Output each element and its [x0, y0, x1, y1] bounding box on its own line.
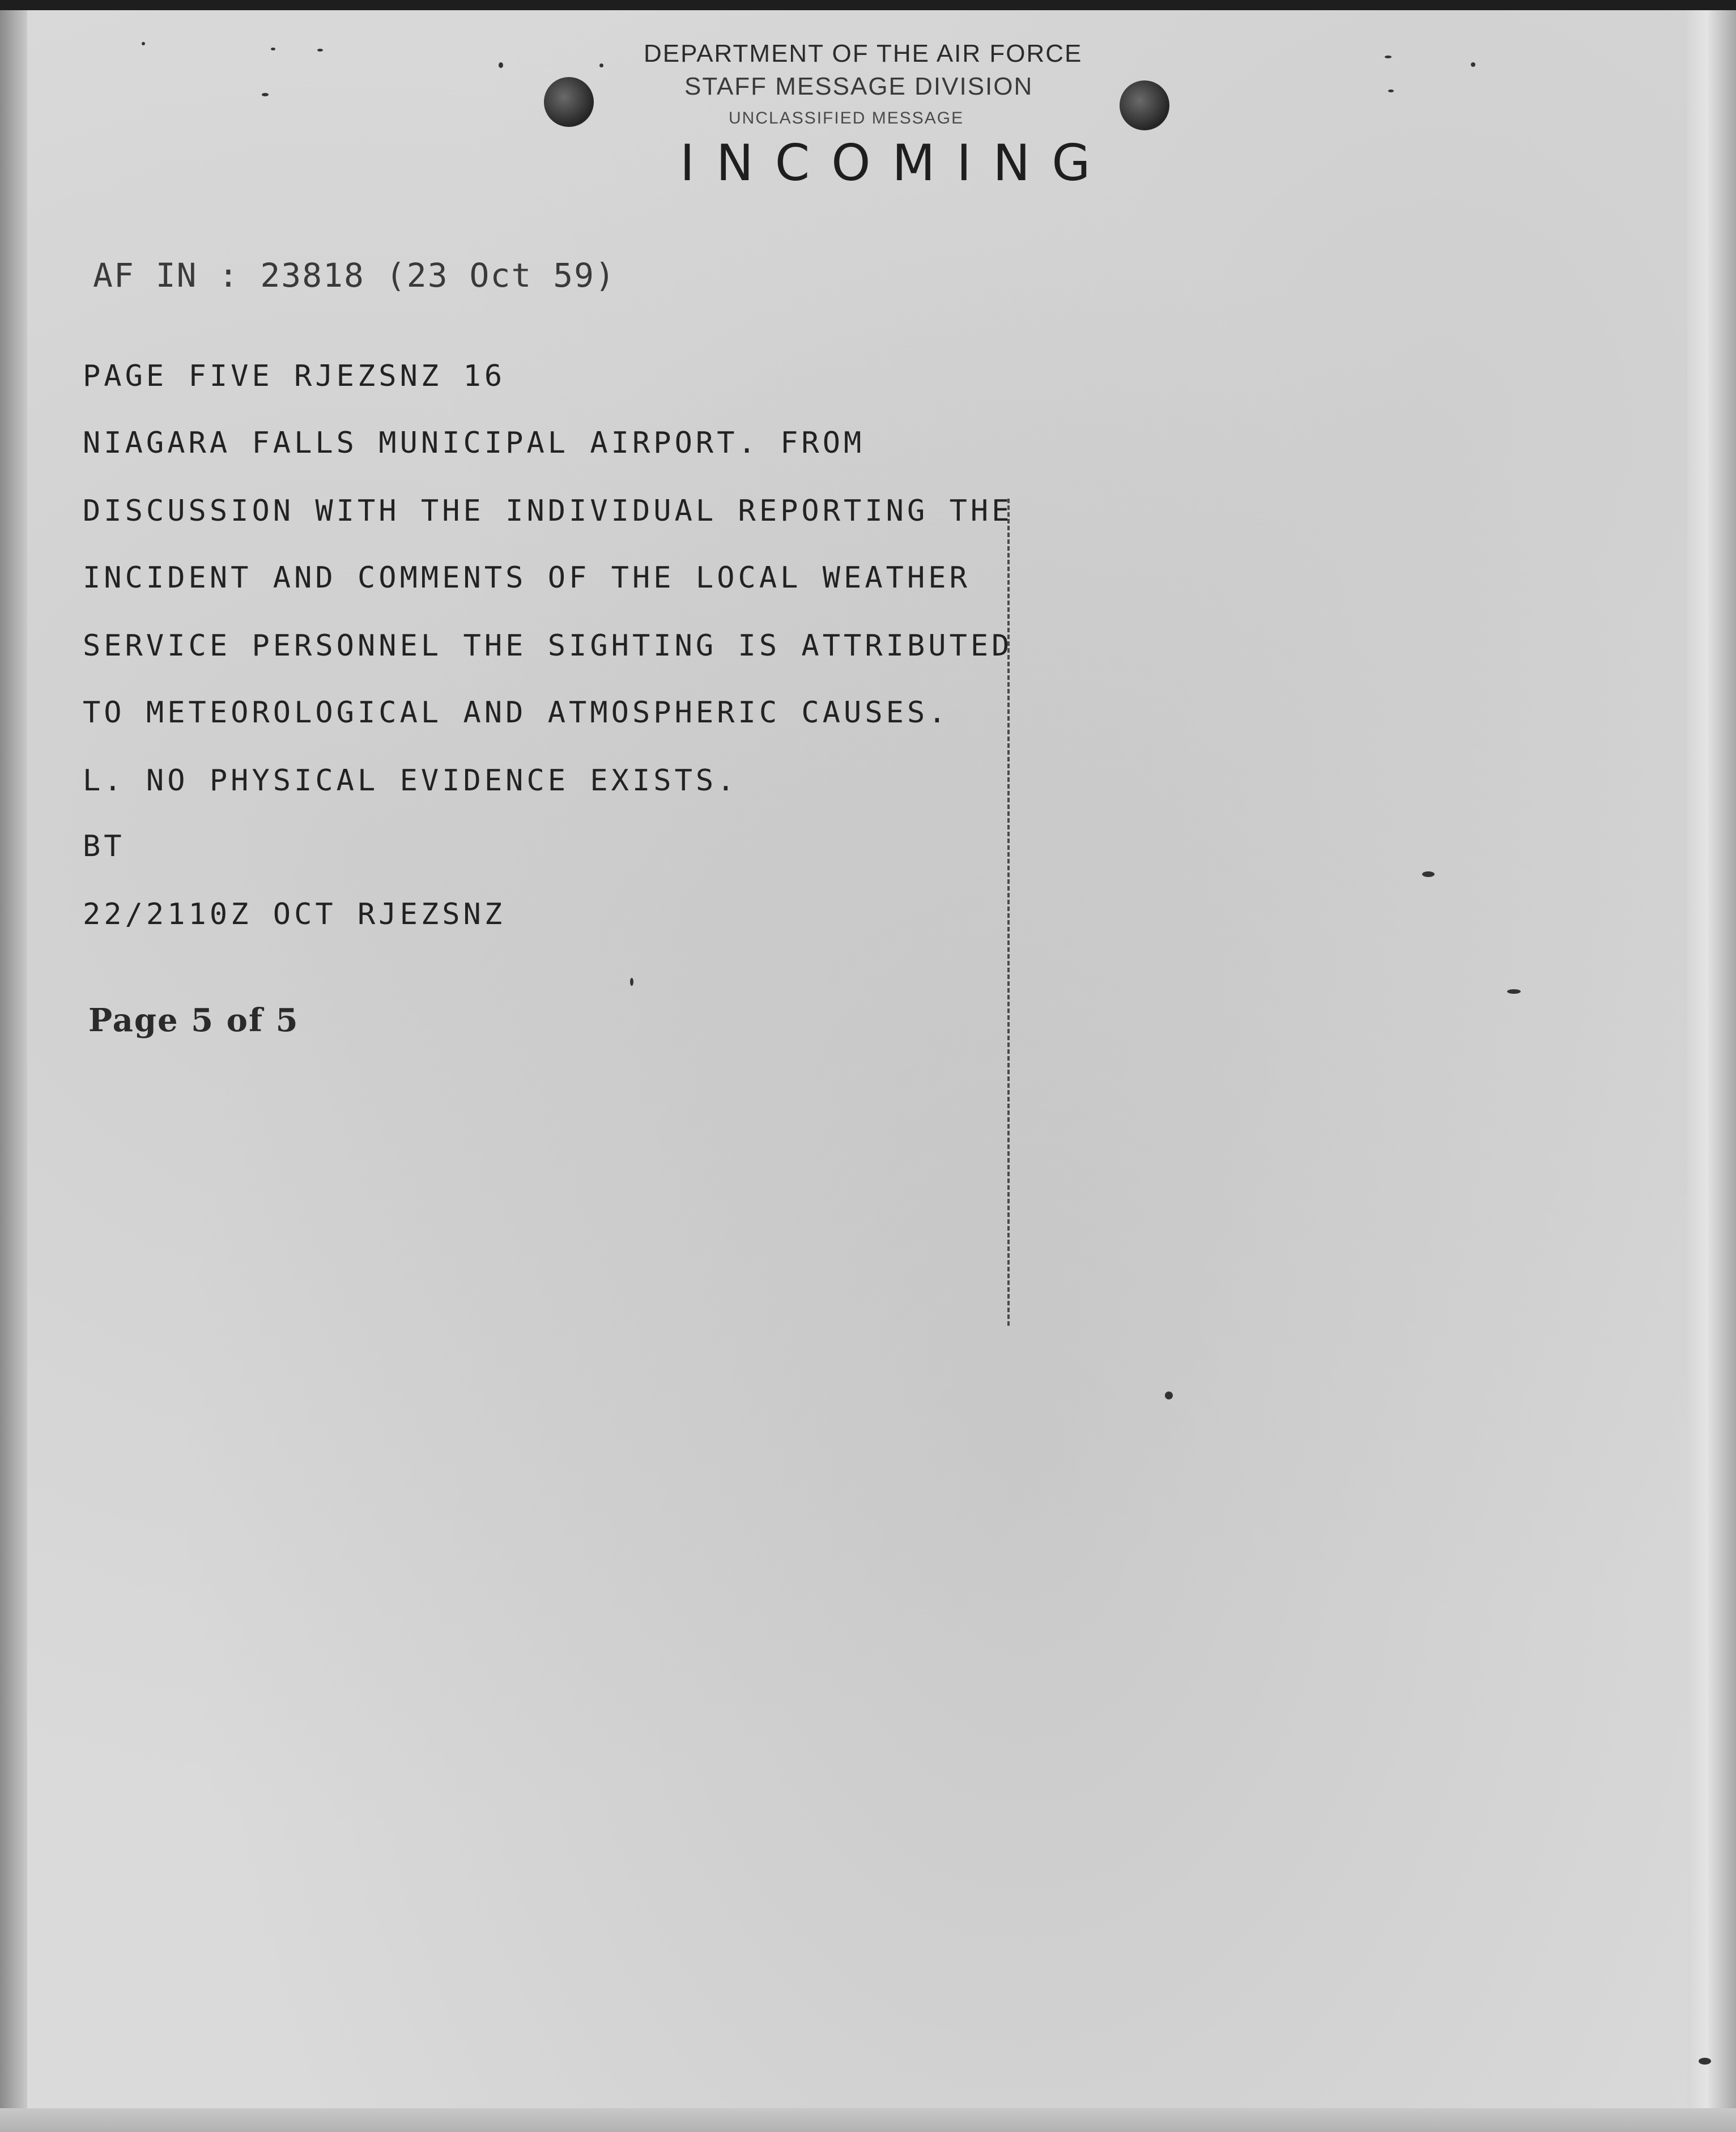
scan-speck [262, 93, 269, 96]
af-in-reference: AF IN : 23818 (23 Oct 59) [93, 256, 616, 295]
scan-speck [317, 49, 323, 52]
scan-speck [1507, 989, 1521, 994]
scan-speck [1422, 871, 1435, 877]
scan-speck [499, 62, 503, 68]
scan-speck [142, 42, 145, 45]
page-indicator: Page 5 of 5 [88, 1002, 299, 1039]
scan-speck [271, 48, 275, 50]
message-line: BT [83, 829, 125, 863]
message-line: TO METEOROLOGICAL AND ATMOSPHERIC CAUSES. [83, 696, 950, 730]
scan-speck [599, 63, 603, 67]
scan-speck [1385, 56, 1392, 58]
message-line: DISCUSSION WITH THE INDIVIDUAL REPORTING THE [83, 494, 1013, 528]
scan-speck [1388, 90, 1394, 92]
scan-speck [1165, 1391, 1173, 1399]
scan-left-edge [0, 0, 27, 2132]
punch-hole-right [1120, 80, 1169, 130]
header-department: DEPARTMENT OF THE AIR FORCE [644, 40, 1083, 67]
paper-sheet [27, 9, 1687, 2108]
scan-top-border [0, 0, 1736, 10]
scan-bottom-edge [0, 2108, 1736, 2132]
message-line: NIAGARA FALLS MUNICIPAL AIRPORT. FROM [83, 426, 865, 460]
message-line: 22/2110Z OCT RJEZSNZ [83, 897, 506, 931]
message-line: SERVICE PERSONNEL THE SIGHTING IS ATTRIBUTED [83, 629, 1013, 663]
punch-hole-left [544, 77, 594, 127]
header-incoming: INCOMING [680, 134, 1112, 192]
message-line: L. NO PHYSICAL EVIDENCE EXISTS. [83, 764, 738, 798]
header-division: STAFF MESSAGE DIVISION [684, 73, 1033, 100]
scan-speck [630, 978, 633, 986]
message-line: INCIDENT AND COMMENTS OF THE LOCAL WEATHER [83, 561, 971, 595]
header-classification: UNCLASSIFIED MESSAGE [729, 109, 964, 127]
scan-speck [1471, 62, 1475, 67]
scan-speck [1699, 2058, 1711, 2065]
margin-dashed-line [1007, 499, 1010, 1326]
scan-right-edge [1687, 0, 1736, 2132]
message-line: PAGE FIVE RJEZSNZ 16 [83, 359, 506, 393]
